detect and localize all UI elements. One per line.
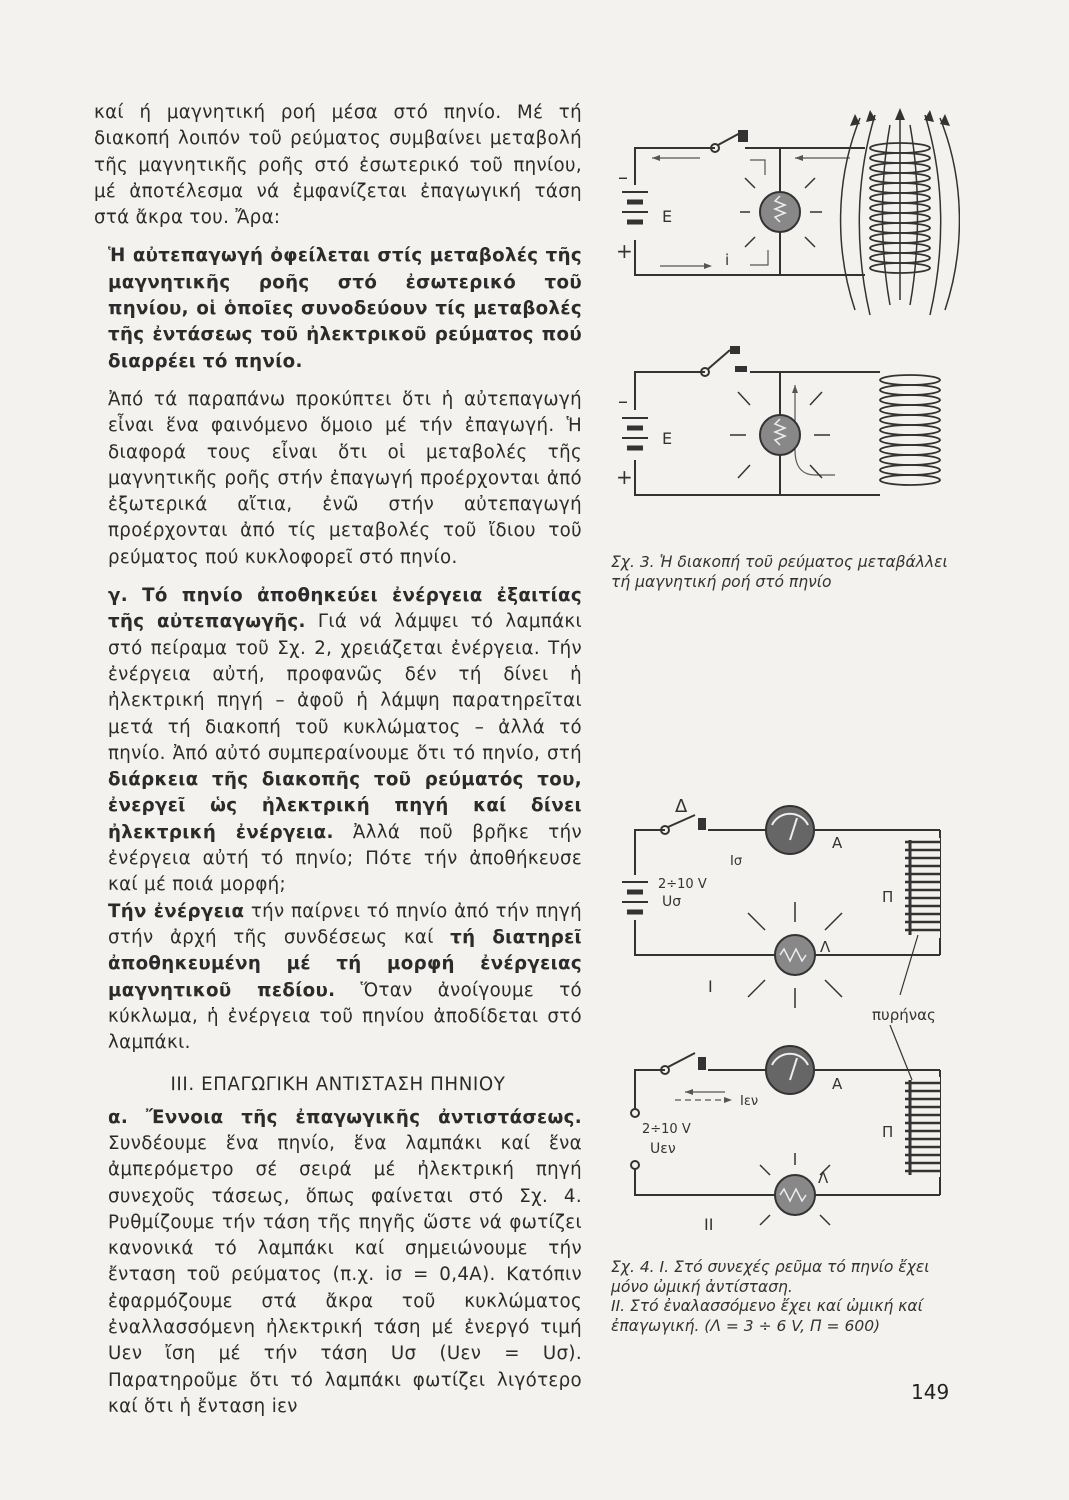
label-circuit-one: I — [708, 977, 713, 996]
lamp-ray — [825, 913, 842, 930]
figure-4-circuit-ac — [600, 1025, 960, 1235]
symbol-u-en: Uεν — [108, 1343, 143, 1365]
label-lamp: Λ — [818, 1169, 829, 1187]
label-circuit-two: II — [704, 1215, 714, 1234]
label-voltage: 2÷10 V — [642, 1122, 691, 1137]
lamp-ray — [760, 1215, 770, 1225]
label-u-en: Uεν — [650, 1141, 676, 1157]
label-e: E — [662, 207, 673, 226]
figure-3-caption: Σχ. 3. Ἡ διακοπή τοῦ ρεύματος μεταβάλλει τή μαγνητική ροή στό πηνίο — [611, 553, 948, 591]
bold-span: τή διατηρεῖ ἀποθηκευμένη μέ τή μορφή ἐνέργειας μαγνητικοῦ πεδίου. — [108, 926, 582, 1001]
wire — [635, 372, 705, 410]
label-current: i — [725, 251, 730, 269]
arrowhead — [704, 263, 712, 269]
switch-handle — [698, 1057, 706, 1070]
wire — [635, 830, 665, 875]
label-minus: – — [618, 389, 628, 413]
text-span: Συνδέουμε ἕνα πηνίο, ἕνα λαμπάκι καί ἕνα ἀμπερόμετρο σέ σειρά μέ ἠλεκτρική πηγή συνεχοῦς τάσεως, ὅπως φαίνεται στό Σχ. 4. Ρυθμίζουμε τήν τάση τῆς πηγῆς ὥστε νά φωτίζει κανονικά τό λαμπάκι καί σημειώνουμε τήν ἔνταση τοῦ ρεύματος (π.χ. — [108, 1132, 582, 1286]
label-coil: Π — [882, 1123, 894, 1141]
lamp-ray — [745, 237, 755, 247]
arrowhead — [895, 108, 905, 120]
switch-lever — [668, 1053, 695, 1067]
label-core: πυρήνας — [872, 1006, 936, 1024]
lamp-ray — [805, 237, 815, 247]
lamp-icon — [775, 1175, 815, 1215]
text-span: Γιά νά λάμψει τό λαμπάκι στό πείραμα τοῦ Σχ. 2, χρειάζεται ἐνέργεια. Τήν ἐνέργεια αὐτή, προφανῶς δέν τή δίνει ἡ ἠλεκτρική πηγή – ἀφοῦ ἡ λάμψη παρατηρεῖται μετά τή διακοπή τοῦ κυκλώματος – ἀλλά τό πηνίο. Ἀπό αὐτό συμπεραίνουμε ὅτι τό πηνίο, στή — [108, 611, 582, 764]
figure-4-caption-line-1: Σχ. 4. I. Στό συνεχές ρεῦμα τό πηνίο ἔχει μόνο ὠμική ἀντίσταση. — [611, 1258, 930, 1296]
paragraph-energy-source — [94, 899, 582, 1057]
lamp-ray — [810, 392, 822, 405]
label-switch: Δ — [675, 796, 688, 817]
switch-handle — [730, 346, 740, 354]
symbol-i-en: iεν — [271, 1395, 298, 1417]
pointer-line — [900, 935, 918, 995]
lamp-ray — [745, 178, 755, 188]
label-u-sigma: Uσ — [662, 894, 682, 910]
label-ammeter: Α — [832, 1075, 843, 1093]
bold-span: διάρκεια τῆς διακοπῆς τοῦ ρεύματός του, ἐνεργεῖ ὡς ἠλεκτρική πηγή καί δίνει ἠλεκτρική ἐνέργεια. — [108, 769, 582, 843]
label-coil: Π — [882, 888, 894, 906]
bold-conclusion: Ἡ αὐτεπαγωγή ὀφείλεται στίς μεταβολές τῆς μαγνητικῆς ροῆς στό ἐσωτερικό τοῦ πηνίου, οἱ ὁποῖες συνοδεύουν τίς μεταβολές τῆς ἐντάσεως τοῦ ἠλεκτρικοῦ ρεύματος πού διαρρέει τό πηνίο. — [108, 245, 582, 372]
magnetic-field-lines — [841, 115, 960, 315]
wire — [635, 148, 715, 185]
arrowhead — [792, 385, 798, 393]
terminal — [631, 1109, 639, 1117]
heading-alpha: α. Ἔννοια τῆς ἐπαγωγικῆς ἀντιστάσεως. — [108, 1106, 582, 1128]
wire — [635, 1070, 665, 1110]
figure-4-caption-line-2: II. Στό ἐναλασσόμενο ἔχει καί ὠμική καί ἐπαγωγική. (Λ = 3 ÷ 6 V, Π = 600) — [611, 1297, 923, 1335]
current-arrow — [750, 160, 765, 175]
label-plus: + — [616, 465, 633, 489]
paragraph-conclusion-bold — [94, 243, 582, 374]
arrowhead — [724, 1097, 732, 1103]
lamp-ray — [738, 465, 750, 478]
lamp-ray — [760, 1165, 770, 1175]
heading-gamma: γ. Τό πηνίο ἀποθηκεύει ἐνέργεια ἐξαιτίας τῆς αὐτεπαγωγῆς. — [108, 585, 582, 633]
label-i-en: Iεν — [740, 1094, 759, 1109]
symbol-u-sigma: Uσ — [390, 1343, 417, 1365]
text-span: Ὅταν ἀνοίγουμε τό κύκλωμα, ἡ ἐνέργεια τοῦ πηνίου ἀποδίδεται στό λαμπάκι. — [108, 979, 582, 1054]
label-minus: – — [618, 165, 628, 189]
figure-3-top-circuit — [600, 100, 960, 330]
arrowhead — [685, 1089, 693, 1095]
wire — [635, 240, 865, 275]
section-heading: ΙΙΙ. ΕΠΑΓΩΓΙΚΗ ΑΝΤΙΣΤΑΣΗ ΠΗΝΙΟΥ — [170, 1074, 506, 1096]
text-span: = 0,4A). Κατόπιν ἐφαρμόζουμε στά ἄκρα τοῦ κυκλώματος ἐναλλασσόμενη ἠλεκτρική τάση μέ ἐνεργό τιμή — [108, 1264, 582, 1339]
lamp-ray — [810, 465, 822, 478]
paragraph-intro: καί ή μαγνητική ροή μέσα στό πηνίο. Μέ τή διακοπή λοιπόν τοῦ ρεύματος συμβαίνει μεταβολή τῆς μαγνητικῆς ροῆς στό ἐσωτερικό τοῦ πηνίου, μέ ἀποτέλεσμα νά ἐμφανίζεται ἐπαγωγική τάση στά ἄκρα του. Ἄρα: — [94, 102, 582, 229]
text-span: Ἀλλά ποῦ βρῆκε τήν ἐνέργεια αὐτή τό πηνίο; Πότε τήν ἀποθήκευσε καί μέ ποιά μορφή; — [108, 821, 582, 896]
label-ammeter: Α — [832, 834, 843, 852]
label-e: E — [662, 429, 673, 448]
label-i-sigma: Iσ — [730, 854, 743, 869]
lamp-icon — [760, 415, 800, 455]
switch-handle — [738, 130, 748, 142]
arrowhead — [795, 155, 803, 161]
label-lamp: Λ — [820, 938, 831, 956]
figure-4-caption — [611, 1258, 951, 1336]
page-number: 149 — [911, 1380, 950, 1404]
lamp-icon — [760, 192, 800, 232]
current-arrow — [750, 250, 768, 265]
text-span: τήν παίρνει τό πηνίο ἀπό τήν πηγή στήν ἀρχή τῆς συνδέσεως καί — [108, 900, 582, 948]
lamp-ray — [748, 980, 765, 997]
paragraph-inductive-reactance — [94, 1105, 582, 1421]
lamp-ray — [748, 913, 765, 930]
wire — [635, 1168, 775, 1195]
bold-span: Τήν ἐνέργεια — [108, 900, 245, 922]
terminal — [631, 1161, 639, 1169]
pointer-line — [890, 1025, 912, 1080]
wire — [635, 460, 880, 495]
paragraph-comparison: Ἀπό τά παραπάνω προκύπτει ὅτι ἡ αὐτεπαγωγή εἶναι ἕνα φαινόμενο ὅμοιο μέ τήν ἐπαγωγή. Ἡ διαφορά τους εἶναι ὅτι οἱ μεταβολές τῆς μαγνητικῆς ροῆς στήν ἐπαγωγή προέρχονται ἀπό ἐξωτερικά αἴτια, ἐνῶ στήν αὐτεπαγωγή προέρχονται ἀπό τίς μεταβολές τοῦ ἴδιου τοῦ ρεύματος πού κυκλοφορεῖ στό πηνίο. — [108, 388, 582, 568]
label-voltage: 2÷10 V — [658, 877, 707, 892]
paragraph-energy-storage — [94, 583, 582, 899]
figure-4-circuit-dc — [600, 790, 960, 1020]
label-plus: + — [616, 239, 633, 263]
symbol-i-sigma: iσ — [385, 1264, 403, 1286]
arrowhead — [652, 155, 660, 161]
lamp-ray — [805, 178, 815, 188]
lamp-ray — [738, 392, 750, 405]
main-text-column — [94, 100, 582, 1420]
wire — [635, 920, 775, 955]
switch-handle — [698, 818, 706, 830]
figure-3-bottom-circuit — [600, 340, 960, 520]
lamp-ray — [820, 1215, 830, 1225]
lamp-icon — [775, 935, 815, 975]
text-span: (Uεν = Uσ). Παρατηροῦμε ὅτι τό λαμπάκι φωτίζει λιγότερο καί ὅτι ἡ ἔνταση — [108, 1343, 582, 1417]
switch-lever — [708, 350, 730, 369]
lamp-ray — [825, 980, 842, 997]
text-span: ἴση μέ τήν τάση — [142, 1343, 391, 1365]
switch-contact — [735, 366, 747, 372]
coil-icon — [880, 375, 940, 485]
